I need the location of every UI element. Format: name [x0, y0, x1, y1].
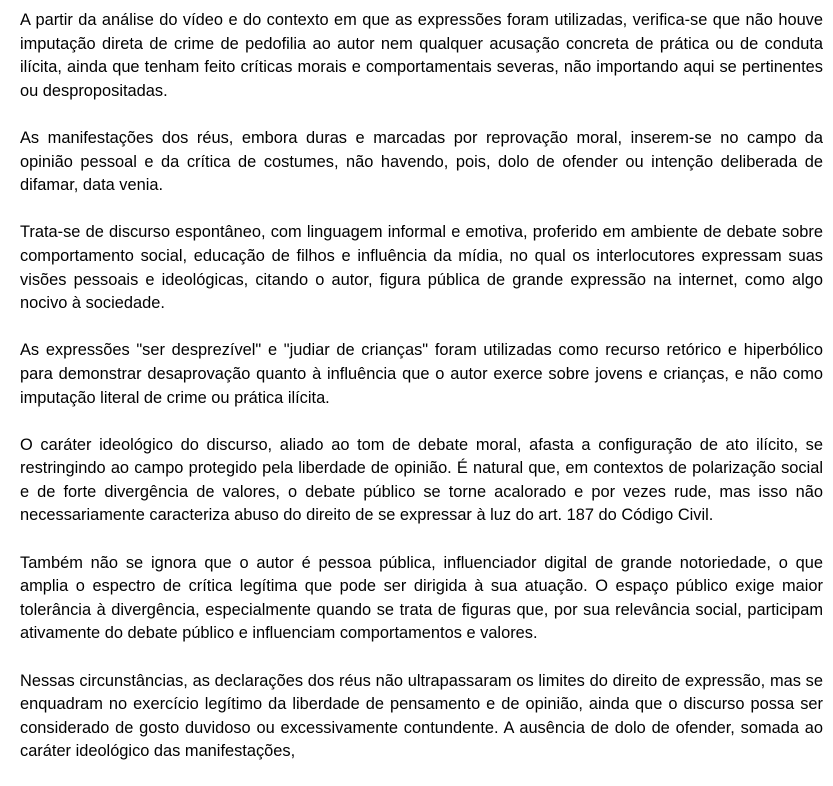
- paragraph-public-figure: Também não se ignora que o autor é pessoa pública, influenciador digital de grande notoriedade, o que amplia o espectro de crítica legítima que pode ser dirigida à sua atuação. O espaço público exige maior tolerância à divergência, especialmente quando se trata de figuras que, por sua relevância social, participam ativamente do debate público e influenciam comportamentos e valores.: [20, 553, 823, 643]
- paragraph-freedom-of-expression: Nessas circunstâncias, as declarações dos réus não ultrapassaram os limites do direito de expressão, mas se enquadram no exercício legítimo da liberdade de pensamento e de opinião, ainda que o discurso possa ser considerado de gosto duvidoso ou excessivamente contundente. A ausência de dolo de ofender, somada ao caráter ideológico das manifestações,: [20, 671, 823, 761]
- paragraph-personal-opinion: As manifestações dos réus, embora duras e marcadas por reprovação moral, inserem-se no campo da opinião pessoal e da crítica de costumes, não havendo, pois, dolo de ofender ou intenção deliberada de difamar, data venia.: [20, 128, 823, 195]
- paragraph-rhetorical-expressions: As expressões "ser desprezível" e "judiar de crianças" foram utilizadas como recurso retórico e hiperbólico para demonstrar desaprovação quanto à influência que o autor exerce sobre jovens e crianças, e não como imputação literal de crime ou prática ilícita.: [20, 341, 823, 407]
- paragraph-ideological-character: O caráter ideológico do discurso, aliado ao tom de debate moral, afasta a configuração de ato ilícito, se restringindo ao campo protegido pela liberdade de opinião. É natural que, em contextos de polarização social e de forte divergência de valores, o debate público se torne acalorado e por vezes rude, mas isso não necessariamente caracteriza abuso do direito de se expressar à luz do art. 187 do Código Civil.: [20, 435, 823, 525]
- paragraph-video-analysis: A partir da análise do vídeo e do contexto em que as expressões foram utilizadas, verifica-se que não houve imputação direta de crime de pedofilia ao autor nem qualquer acusação concreta de prática ou de conduta ilícita, ainda que tenham feito críticas morais e comportamentais severas, não importando aqui se pertinentes ou despropositadas.: [20, 11, 823, 100]
- paragraph-spontaneous-discourse: Trata-se de discurso espontâneo, com linguagem informal e emotiva, proferido em ambiente de debate sobre comportamento social, educação de filhos e influência da mídia, no qual os interlocutores expressam suas visões pessoais e ideológicas, citando o autor, figura pública de grande expressão na internet, como algo nocivo à sociedade.: [20, 223, 823, 313]
